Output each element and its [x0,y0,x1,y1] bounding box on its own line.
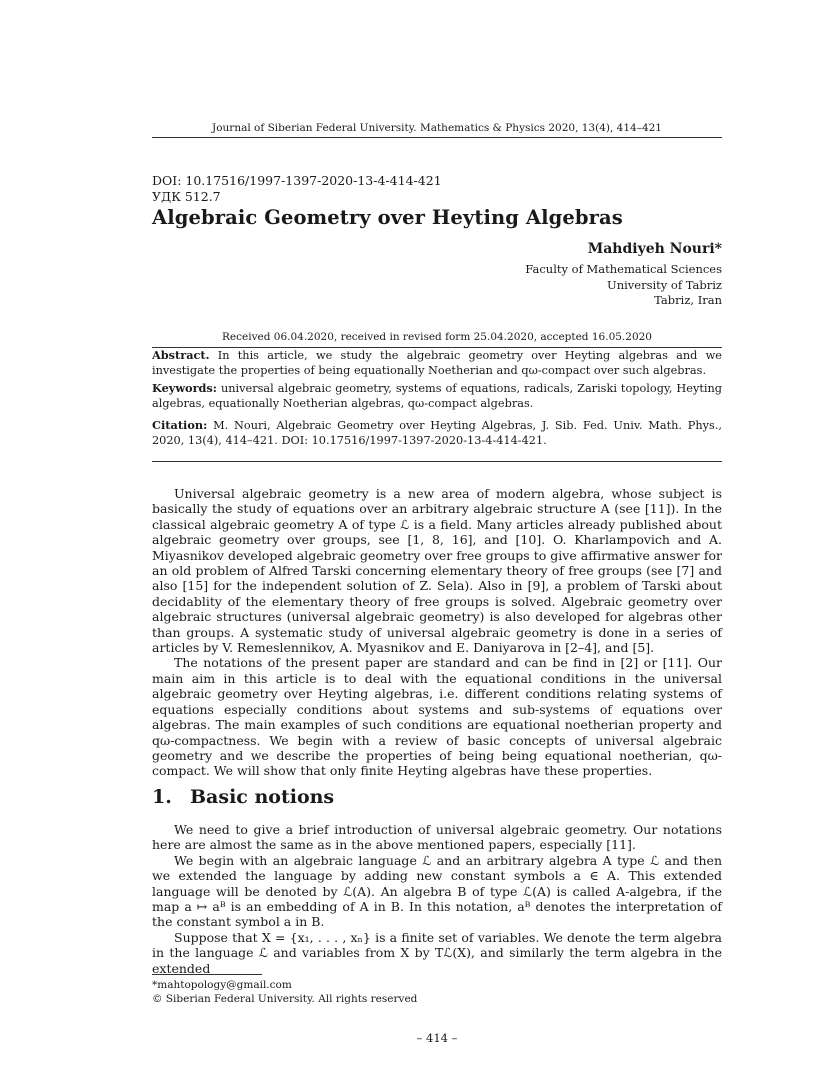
udk: УДК 512.7 [152,189,221,204]
abstract-label: Abstract. [152,348,210,362]
running-head: Journal of Siberian Federal University. Mathematics & Physics 2020, 13(4), 414–421 [212,122,662,134]
affiliation-line: Faculty of Mathematical Sciences [525,262,722,276]
section-number: 1. [152,786,172,808]
page-number: – 414 – [416,1031,458,1045]
citation-label: Citation: [152,418,208,432]
keywords [152,381,722,412]
keywords-text: universal algebraic geometry, systems of equations, radicals, Zariski topology, Heyting algebras, equationally Noetherian algebras, qω-compact algebras. [152,382,723,410]
intro-paragraph: The notations of the present paper are standard and can be find in [2] or [11]. Our main aim in this article is to deal with the equational conditions in the universal algebraic geometry over Heyting algebras, i.e. different conditions relating systems of equations especially conditions about systems and sub-systems of equations over algebras. The main examples of such conditions are equational noetherian property and qω-compactness. We begin with a review of basic concepts of universal algebraic geometry and we describe the properties of being being equational noetherian, qω-compact. We will show that only finite Heyting algebras have these properties. [152,655,722,779]
section-paragraph: We begin with an algebraic language ℒ and an arbitrary algebra A type ℒ and then we extended the language by adding new constant symbols a ∈ A. This extended language will be denoted by ℒ(A). An algebra B of type ℒ(A) is called A-algebra, if the map a ↦ aᴮ is an embedding of A in B. In this notation, aᴮ denotes the interpretation of the constant symbol a in B. [152,852,722,930]
section-body [152,822,722,976]
footnote-rule [152,974,262,975]
citation [152,418,722,449]
section-paragraph: We need to give a brief introduction of universal algebraic geometry. Our notations here are almost the same as in the above mentioned papers, especially [11]. [152,822,722,853]
abstract [152,348,722,379]
affiliation-line: University of Tabriz [607,278,722,292]
citation-text: M. Nouri, Algebraic Geometry over Heyting Algebras, J. Sib. Fed. Univ. Math. Phys., 2020, 13(4), 414–421. DOI: 10.17516/1997-1397-2020-13-4-414-421. [152,419,723,447]
abstract-bottom-rule [152,461,722,462]
section-heading [152,786,334,808]
header-rule [152,137,722,138]
section-paragraph: Suppose that X = {x₁, . . . , xₙ} is a finite set of variables. We denote the term algebra in the language ℒ and variables from X by Tℒ(X), and similarly the term algebra in the extended [152,929,722,976]
paper-title: Algebraic Geometry over Heyting Algebras [152,206,623,229]
abstract-text: In this article, we study the algebraic geometry over Heyting algebras and we investigate the properties of being equationally Noetherian and qω-compact over such algebras. [152,349,722,377]
introduction [152,486,722,779]
affiliation-line: Tabriz, Iran [654,293,722,307]
keywords-label: Keywords: [152,381,217,395]
doi: DOI: 10.17516/1997-1397-2020-13-4-414-421 [152,173,442,188]
author-name: Mahdiyeh Nouri* [587,241,722,257]
received-dates: Received 06.04.2020, received in revised form 25.04.2020, accepted 16.05.2020 [222,331,652,343]
section-title: Basic notions [190,786,335,808]
footnote-copyright: © Siberian Federal University. All rights reserved [152,993,418,1005]
intro-paragraph: Universal algebraic geometry is a new area of modern algebra, whose subject is basically the study of equations over an arbitrary algebraic structure A (see [11]). In the classical algebraic geometry A of type ℒ is a field. Many articles already published about algebraic geometry over groups, see [1, 8, 16], and [10]. O. Kharlampovich and A. Miyasnikov developed algebraic geometry over free groups to give affirmative answer for an old problem of Alfred Tarski concerning elementary theory of free groups (see [7] and also [15] for the independent solution of Z. Sela). Also in [9], a problem of Tarski about decidablity of the elementary theory of free groups is solved. Algebraic geometry over algebraic structures (universal algebraic geometry) is also developed for algebras other than groups. A systematic study of universal algebraic geometry is done in a series of articles by V. Remeslennikov, A. Myasnikov and E. Daniyarova in [2–4], and [5]. [152,486,722,656]
footnote-email: *mahtopology@gmail.com [152,979,292,991]
